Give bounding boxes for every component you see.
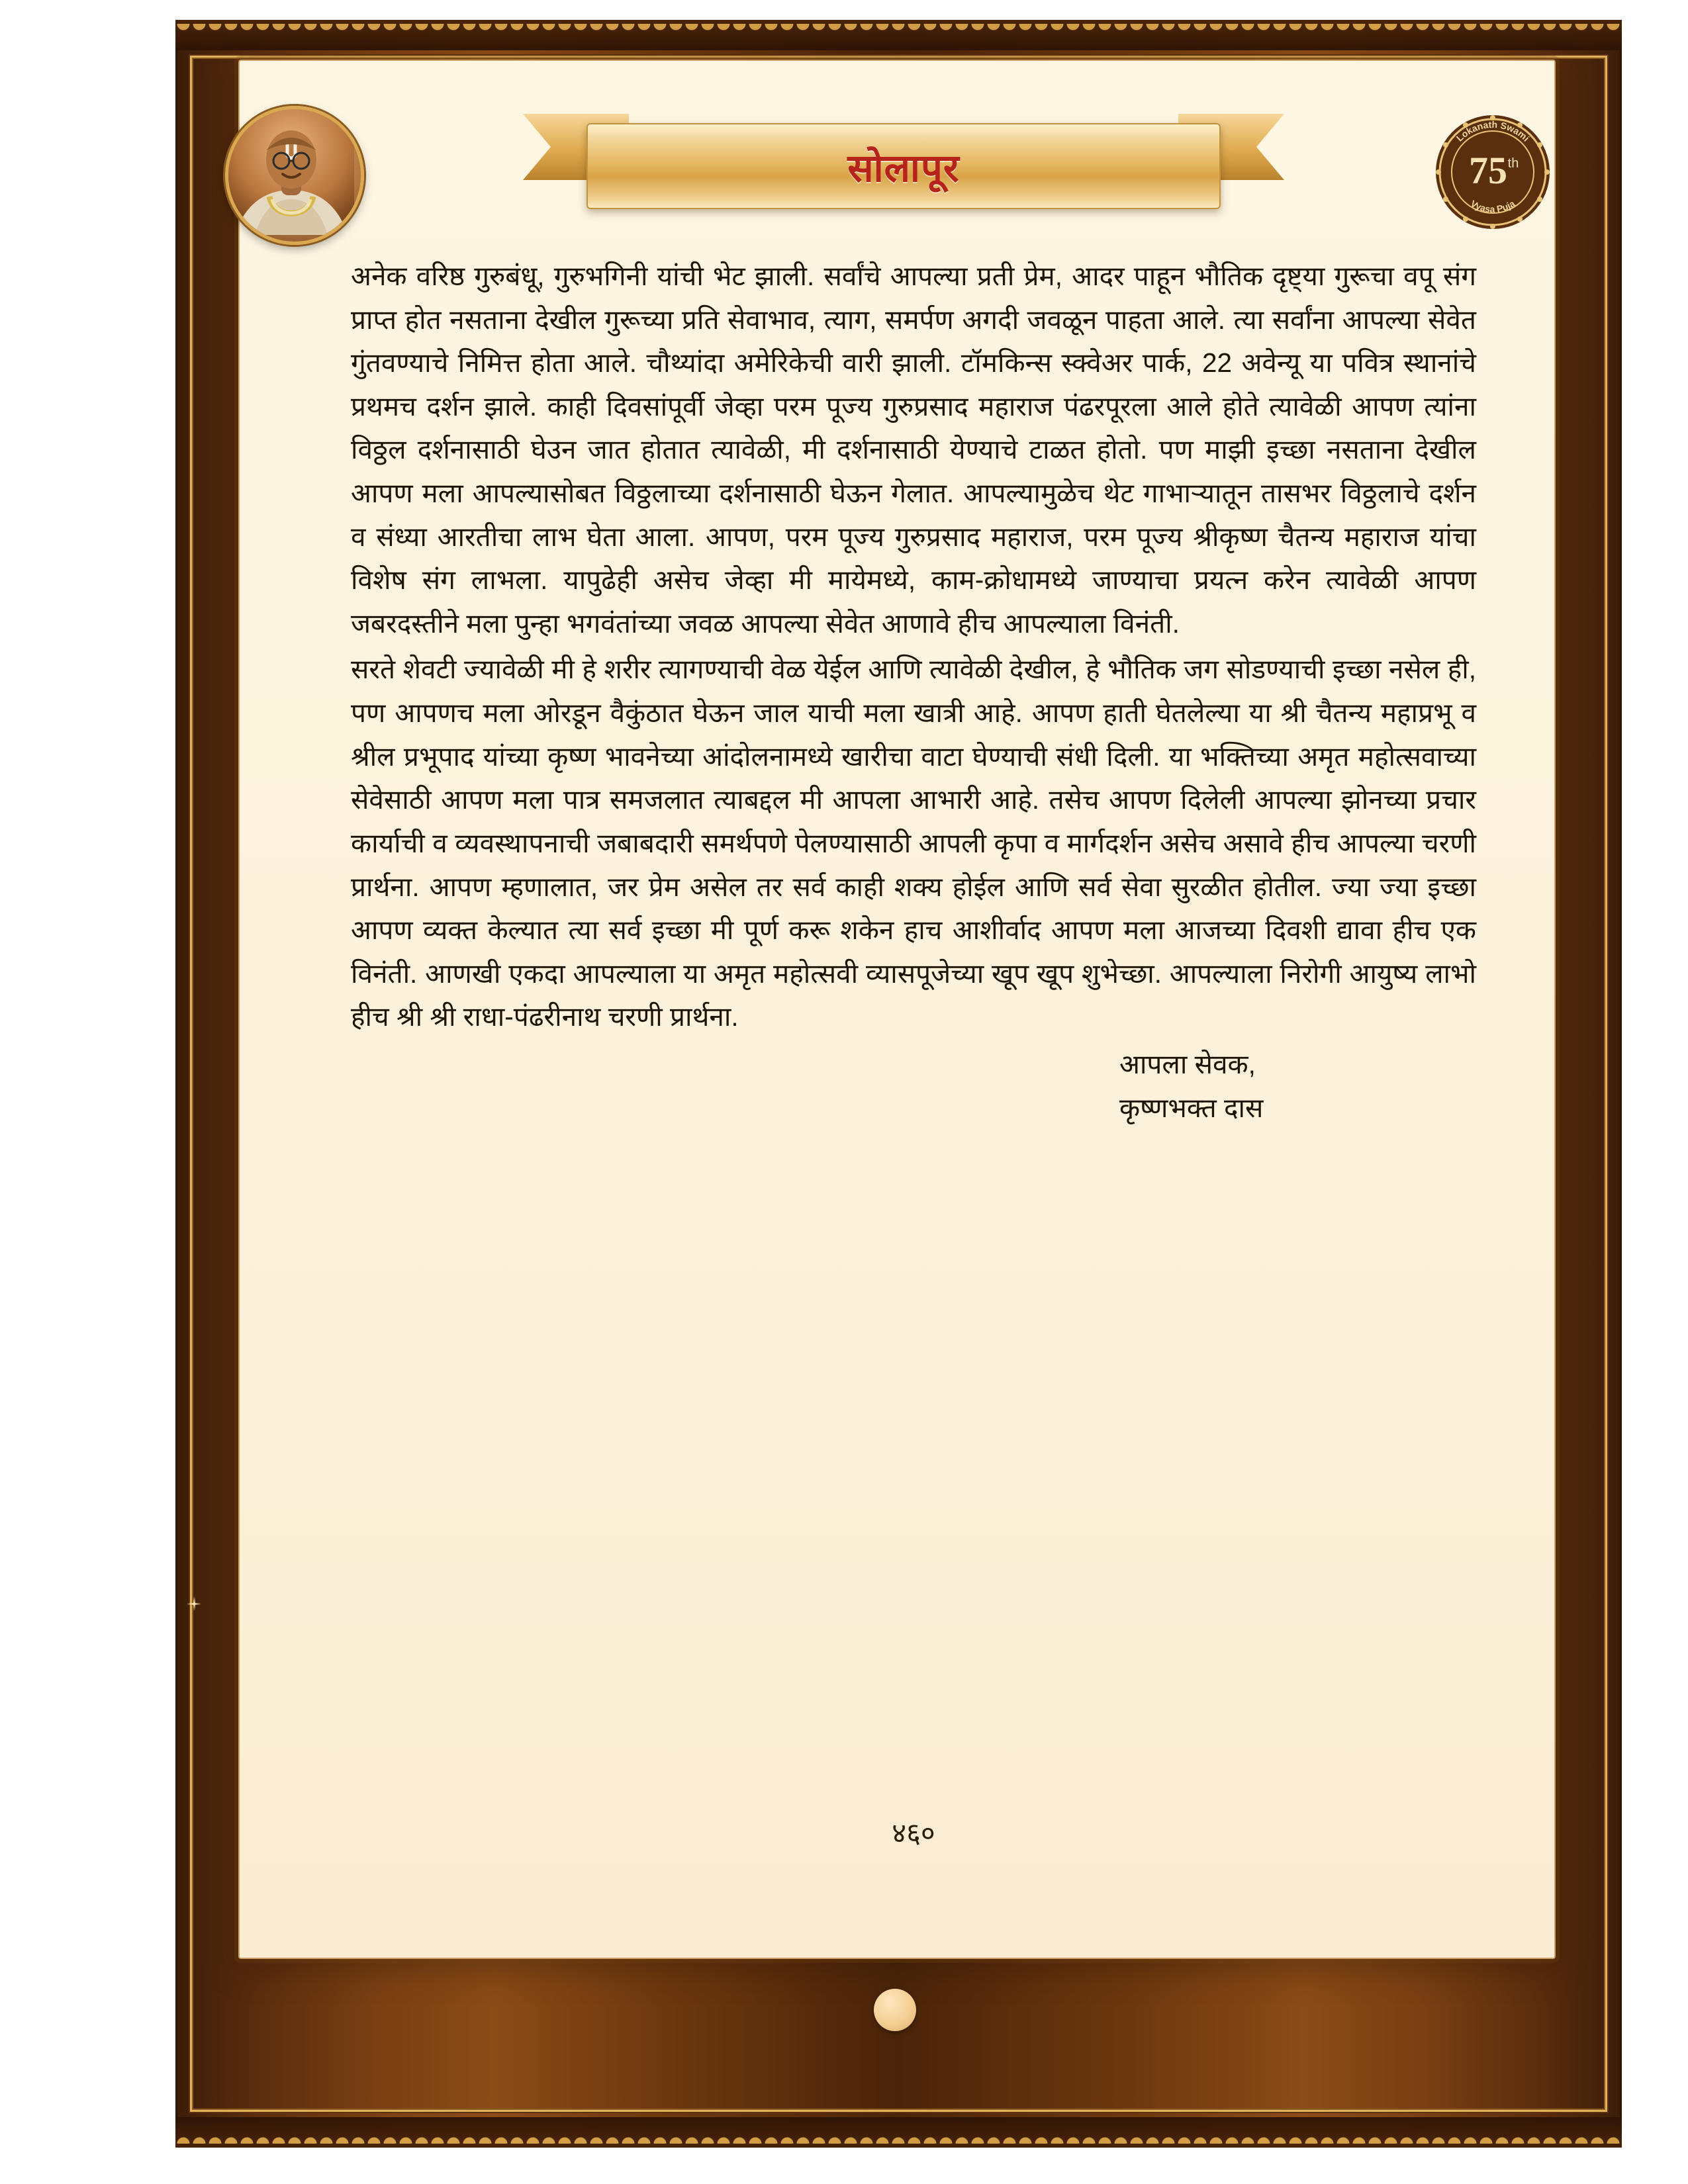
home-button[interactable] (874, 1989, 916, 2031)
svg-text:th: th (1507, 156, 1519, 171)
paragraph-2: सरते शेवटी ज्यावेळी मी हे शरीर त्यागण्याची वेळ येईल आणि त्यावेळी देखील, हे भौतिक जग सोडण्याची इच्छा नसेल ही, पण आपणच मला ओरडून वैकुंठात घेऊन जाल याची मला खात्री आहे. आपण हाती घेतलेल्या या श्री चैतन्य महाप्रभू व श्रील प्रभूपाद यांच्या कृष्ण भावनेच्या आंदोलनामध्ये खारीचा वाटा घेण्याची संधी दिली. या भक्तिच्या अमृत महोत्सवाच्या सेवेसाठी आपण मला पात्र समजलात त्याबद्दल मी आपला आभारी आहे. तसेच आपण दिलेली आपल्या झोनच्या प्रचार कार्याची व व्यवस्थापनाची जबाबदारी समर्थपणे पेलण्यासाठी आपली कृपा व मार्गदर्शन असेच असावे हीच आपल्या चरणी प्रार्थना. आपण म्हणालात, जर प्रेम असेल तर सर्व काही शक्य होईल आणि सर्व सेवा सुरळीत होतील. ज्या ज्या इच्छा आपण व्यक्त केल्यात त्या सर्व इच्छा मी पूर्ण करू शकेन हाच आशीर्वाद आपण मला आजच्या दिवशी द्यावा हीच एक विनंती. आणखी एकदा आपल्याला या अमृत महोत्सवी व्यासपूजेच्या खूप खूप शुभेच्छा. आपल्याला निरोगी आयुष्य लाभो हीच श्री श्री राधा-पंढरीनाथ चरणी प्रार्थना. (351, 654, 1476, 1032)
title-ribbon (523, 99, 1284, 225)
ribbon-banner (586, 123, 1221, 209)
svg-text:75: 75 (1469, 149, 1507, 192)
anniversary-seal-icon (1430, 109, 1556, 235)
portrait-illustration (228, 109, 354, 235)
svg-text:Lokanath Swami: Lokanath Swami (1454, 118, 1532, 144)
svg-text:Vyasa Puja: Vyasa Puja (1468, 198, 1517, 215)
signature-line-1: आपला सेवक, (1119, 1048, 1256, 1079)
letter-body (351, 255, 1476, 1130)
page-number: ४६० (892, 1817, 935, 1848)
guru-portrait-photo (225, 106, 364, 245)
page-title: सोलापूर (847, 146, 960, 190)
page-header (238, 79, 1556, 225)
scallop-band-bottom (175, 2117, 1622, 2148)
signature-block (352, 1043, 1476, 1130)
scallop-band-top (175, 20, 1622, 50)
signature-line-2: कृष्णभक्त दास (1119, 1092, 1264, 1123)
sparkle-icon (187, 1596, 201, 1611)
paragraph-1: अनेक वरिष्ठ गुरुबंधू, गुरुभगिनी यांची भेट झाली. सर्वांचे आपल्या प्रती प्रेम, आदर पाहून भौतिक दृष्ट्या गुरूचा वपू संग प्राप्त होत नसताना देखील गुरूच्या प्रति सेवाभाव, त्याग, समर्पण अगदी जवळून पाहता आले. त्या सर्वांना आपल्या सेवेत गुंतवण्याचे निमित्त होता आले. चौथ्यांदा अमेरिकेची वारी झाली. टॉमकिन्स स्क्वेअर पार्क, 22 अवेन्यू या पवित्र स्थानांचे प्रथमच दर्शन झाले. काही दिवसांपूर्वी जेव्हा परम पूज्य गुरुप्रसाद महाराज पंढरपूरला आले होते त्यावेळी आपण त्यांना विठ्ठल दर्शनासाठी घेउन जात होतात त्यावेळी, मी दर्शनासाठी येण्याचे टाळत होतो. पण माझी इच्छा नसताना देखील आपण मला आपल्यासोबत विठ्ठलाच्या दर्शनासाठी घेऊन गेलात. आपल्यामुळेच थेट गाभाऱ्यातून तासभर विठ्ठलाचे दर्शन व संध्या आरतीचा लाभ घेता आला. आपण, परम पूज्य गुरुप्रसाद महाराज, परम पूज्य श्रीकृष्ण चैतन्य महाराज यांचा विशेष संग लाभला. यापुढेही असेच जेव्हा मी मायेमध्ये, काम-क्रोधामध्ये जाण्याचा प्रयत्न करेन त्यावेळी आपण जबरदस्तीने मला पुन्हा भगवंतांच्या जवळ आपल्या सेवेत आणावे हीच आपल्याला विनंती. (351, 261, 1476, 639)
